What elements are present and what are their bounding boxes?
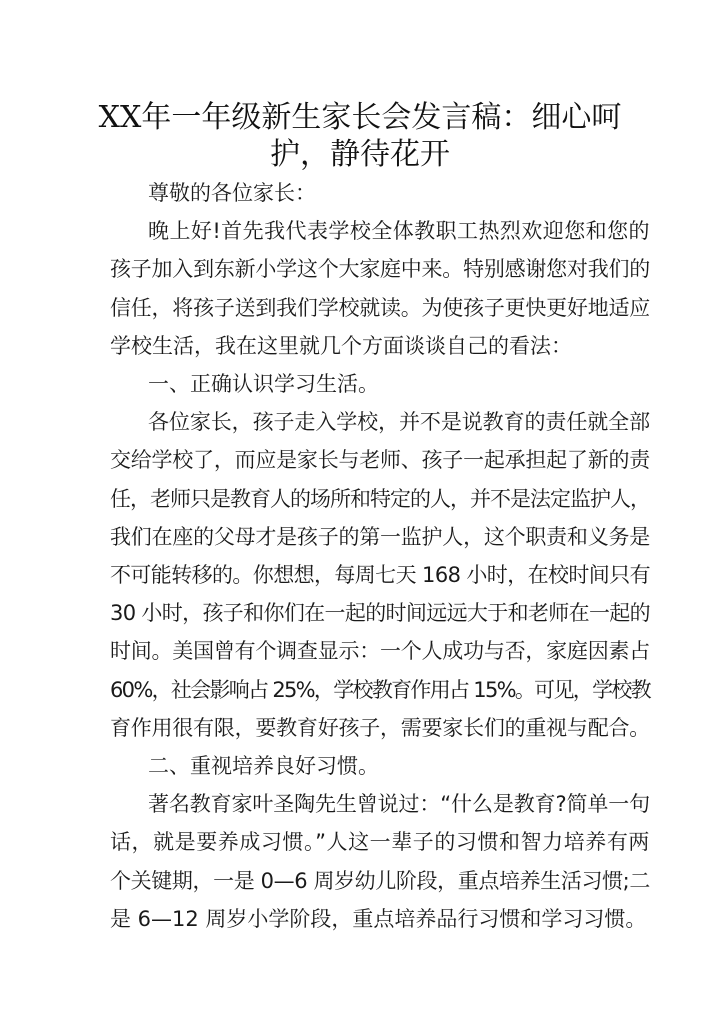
text-line: 60%，社会影响占 25%，学校教育作用占 15%。可见，学校教 — [110, 677, 650, 702]
text-line: 不可能转移的。你想想，每周七天 168 小时，在校时间只有 — [110, 563, 650, 587]
document-title-line-2: 护，静待花开 — [270, 137, 450, 172]
text-line: 信任，将孩子送到我们学校就读。为使孩子更快更好地适应 — [110, 295, 650, 320]
text-line: 育作用很有限，要教育好孩子，需要家长们的重视与配合。 — [110, 715, 650, 740]
text-line: 交给学校了，而应是家长与老师、孩子一起承担起了新的责 — [110, 448, 650, 473]
text-line: 个关键期，一是 0—6 周岁幼儿阶段，重点培养生活习惯;二 — [110, 868, 650, 893]
text-line: 时间。美国曾有个调查显示：一个人成功与否，家庭因素占 — [110, 639, 650, 664]
text-line: 我们在座的父母才是孩子的第一监护人，这个职责和义务是 — [110, 524, 650, 549]
text-line: 二、重视培养良好习惯。 — [148, 754, 379, 778]
text-line: 各位家长，孩子走入学校，并不是说教育的责任就全部 — [148, 410, 650, 435]
text-line: 话，就是要养成习惯。”人这一辈子的习惯和智力培养有两 — [110, 830, 650, 855]
text-line: 学校生活，我在这里就几个方面谈谈自己的看法： — [110, 333, 572, 358]
document-title-line-1: XX年一年级新生家长会发言稿：细心呵 — [98, 100, 622, 135]
text-line: 任，老师只是教育人的场所和特定的人，并不是法定监护人， — [110, 486, 650, 511]
text-line: 晚上好!首先我代表学校全体教职工热烈欢迎您和您的 — [148, 219, 650, 244]
text-line: 孩子加入到东新小学这个大家庭中来。特别感谢您对我们的 — [110, 257, 650, 282]
text-line: 著名教育家叶圣陶先生曾说过：“什么是教育?简单一句 — [148, 792, 650, 817]
text-line: 是 6—12 周岁小学阶段，重点培养品行习惯和学习习惯。 — [110, 906, 647, 931]
text-line: 30 小时，孩子和你们在一起的时间远远大于和老师在一起的 — [110, 601, 650, 626]
text-line: 尊敬的各位家长： — [148, 181, 316, 205]
text-line: 一、正确认识学习生活。 — [148, 372, 379, 396]
